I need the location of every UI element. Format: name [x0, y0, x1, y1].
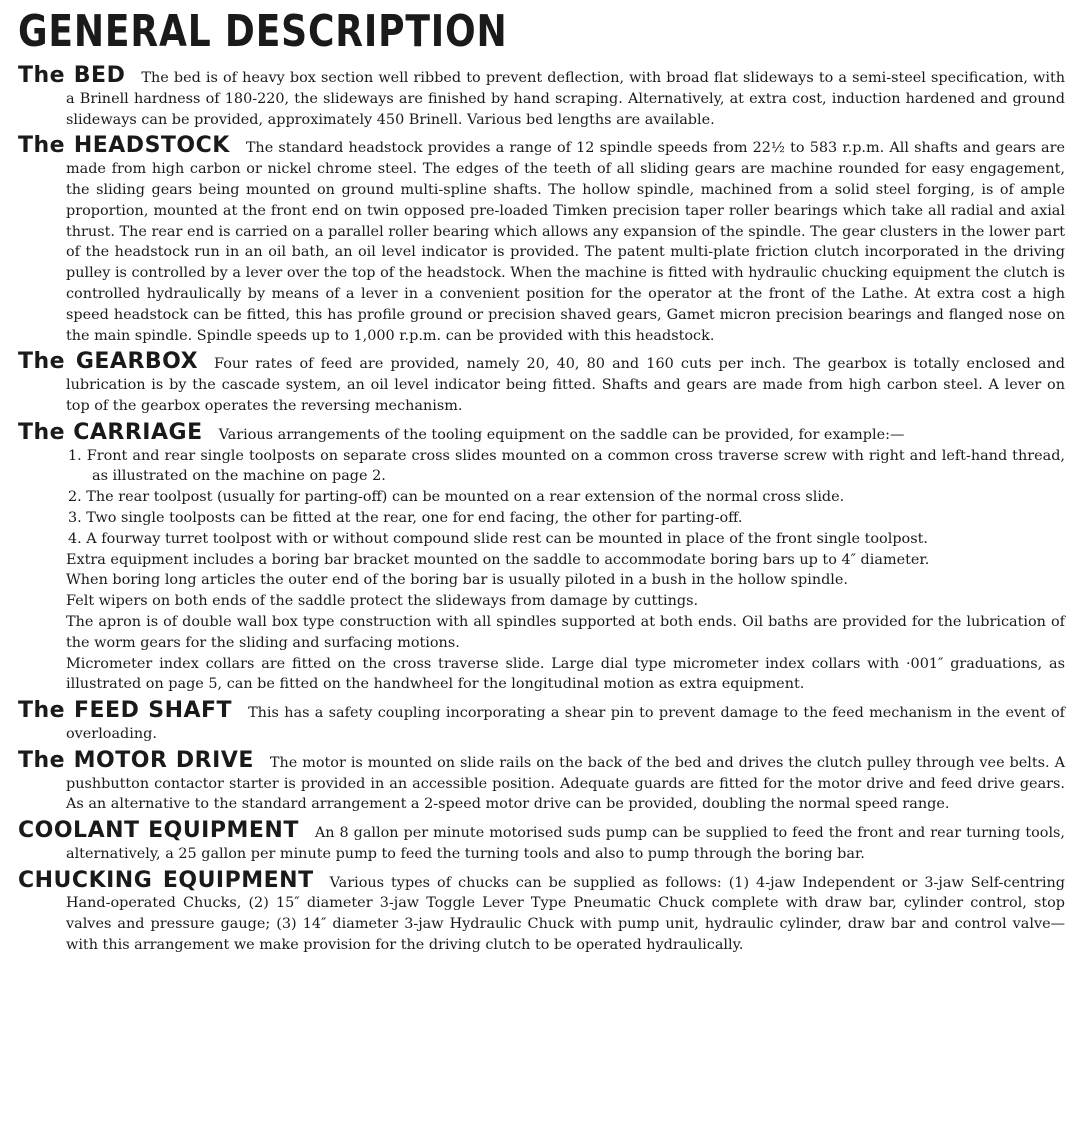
- section-motor-drive-text: The motor is mounted on slide rails on the back of the bed and drives the clutch pulley through vee belts. A pushbutton contactor starter is provided in an accessible position. Adequate guards are fitted for the motor drive and feed drive gears. As an alternative to the standard arrangement a 2-speed motor drive can be provided, doubling the normal speed range.: [66, 754, 1065, 813]
- section-bed-heading: The BED: [18, 63, 126, 88]
- carriage-paragraph-felt-wipers: Felt wipers on both ends of the saddle protect the slideways from damage by cuttings.: [66, 593, 699, 610]
- section-chucking-text: Various types of chucks can be supplied as follows: (1) 4-jaw Independent or 3-jaw Self-centring Hand-operated Chucks, (2) 15″ diameter 3-jaw Toggle Lever Type Pneumatic Chuck complete with draw bar, cylinder control, stop valves and pressure gauge; (3) 14″ diameter 3-jaw Hydraulic Chuck with pump unit, hydraulic cylinder, draw bar and control valve—with this arrangement we make provision for the driving clutch to be operated hydraulically.: [66, 874, 1065, 954]
- section-feed-shaft: [18, 698, 1065, 745]
- section-coolant-text: An 8 gallon per minute motorised suds pump can be supplied to feed the front and rear turning tools, alternatively, a 25 gallon per minute pump to feed the turning tools and also to pump through the boring bar.: [66, 825, 1066, 862]
- carriage-item-4: 4. A fourway turret toolpost with or without compound slide rest can be mounted in place of the front single toolpost.: [68, 530, 928, 547]
- carriage-item-2: 2. The rear toolpost (usually for parting-off) can be mounted on a rear extension of the normal cross slide.: [68, 489, 845, 506]
- section-headstock-text: The standard headstock provides a range of 12 spindle speeds from 22½ to 583 r.p.m. All shafts and gears are made from high carbon or nickel chrome steel. The edges of the teeth of all sliding gears are machine rounded for easy engagement, the sliding gears being mounted on ground multi-spline shafts. The hollow spindle, machined from a solid steel forging, is of ample proportion, mounted at the front end on twin opposed pre-loaded Timken precision taper roller bearings which take all radial and axial thrust. The rear end is carried on a parallel roller bearing which allows any expansion of the spindle. The gear clusters in the lower part of the headstock run in an oil bath, an oil level indicator is provided. The patent multi-plate friction clutch incorporated in the driving pulley is controlled by a lever over the top of the headstock. When the machine is fitted with hydraulic chucking equipment the clutch is controlled hydraulically by means of a lever in a convenient position for the operator at the front of the Lathe. At extra cost a high speed headstock can be fitted, this has profile ground or precision shaved gears, Gamet micron precision bearings and flanged nose on the main spindle. Spindle speeds up to 1,000 r.p.m. can be provided with this headstock.: [66, 140, 1065, 344]
- section-motor-drive-paragraph: [18, 747, 1065, 815]
- section-gearbox-text: Four rates of feed are provided, namely 20, 40, 80 and 160 cuts per inch. The gearbox is totally enclosed and lubrication is by the cascade system, an oil level indicator being fitted. Shafts and gears are made from high carbon steel. A lever on top of the gearbox operates the reversing mechanism.: [66, 356, 1065, 414]
- section-gearbox-paragraph: [18, 349, 1065, 416]
- section-feed-shaft-heading: The FEED SHAFT: [18, 698, 233, 724]
- section-feed-shaft-paragraph: [18, 698, 1065, 745]
- section-headstock: [18, 133, 1065, 346]
- section-carriage: [18, 419, 1065, 695]
- carriage-paragraph-micrometer: Micrometer index collars are fitted on the cross traverse slide. Large dial type micrometer index collars with ·001″ graduations, as illustrated on page 5, can be fitted on the handwheel for the longitudinal motion as extra equipment.: [66, 655, 1065, 693]
- page-title: GENERAL DESCRIPTION: [18, 6, 508, 57]
- carriage-paragraph-apron: The apron is of double wall box type construction with all spindles supported at both ends. Oil baths are provided for the lubrication of the worm gears for the sliding and surfacing motions.: [66, 613, 1065, 651]
- section-headstock-heading: The HEADSTOCK: [18, 133, 230, 159]
- section-bed-text: The bed is of heavy box section well ribbed to prevent deflection, with broad flat slideways to a semi-steel specification, with a Brinell hardness of 180-220, the slideways are finished by hand scraping. Alternatively, at extra cost, induction hardened and ground slideways can be provided, approximately 450 Brinell. Various bed lengths are available.: [66, 70, 1065, 128]
- carriage-paragraph-boring-long: When boring long articles the outer end of the boring bar is usually piloted in a bush in the hollow spindle.: [66, 572, 848, 589]
- section-carriage-heading: The CARRIAGE: [18, 419, 203, 445]
- section-gearbox-heading: The GEARBOX: [18, 349, 199, 375]
- section-feed-shaft-text: This has a safety coupling incorporating a shear pin to prevent damage to the feed mechanism in the event of overloading.: [66, 705, 1065, 742]
- carriage-item-3: 3. Two single toolposts can be fitted at the rear, one for end facing, the other for parting-off.: [68, 509, 743, 526]
- section-motor-drive: [18, 747, 1065, 815]
- section-coolant-heading: COOLANT EQUIPMENT: [18, 818, 299, 844]
- carriage-item-1: 1. Front and rear single toolposts on separate cross slides mounted on a common cross traverse screw with right and left-hand thread, as illustrated on the machine on page 2.: [68, 447, 1065, 485]
- section-motor-drive-heading: The MOTOR DRIVE: [18, 747, 254, 773]
- section-carriage-intro: Various arrangements of the tooling equipment on the saddle can be provided, for example:—: [218, 426, 905, 443]
- section-chucking-heading: CHUCKING EQUIPMENT: [18, 867, 314, 893]
- section-headstock-paragraph: [18, 133, 1065, 346]
- section-chucking: [18, 867, 1065, 956]
- section-bed-paragraph: [18, 63, 1065, 130]
- section-gearbox: [18, 349, 1065, 416]
- section-chucking-paragraph: [18, 867, 1065, 956]
- carriage-paragraph-boring-bracket: Extra equipment includes a boring bar bracket mounted on the saddle to accommodate boring bars up to 4″ diameter.: [66, 551, 930, 568]
- section-carriage-intro-paragraph: [18, 419, 1065, 446]
- section-coolant: [18, 818, 1066, 865]
- section-coolant-paragraph: [18, 818, 1066, 865]
- section-bed: [18, 63, 1065, 130]
